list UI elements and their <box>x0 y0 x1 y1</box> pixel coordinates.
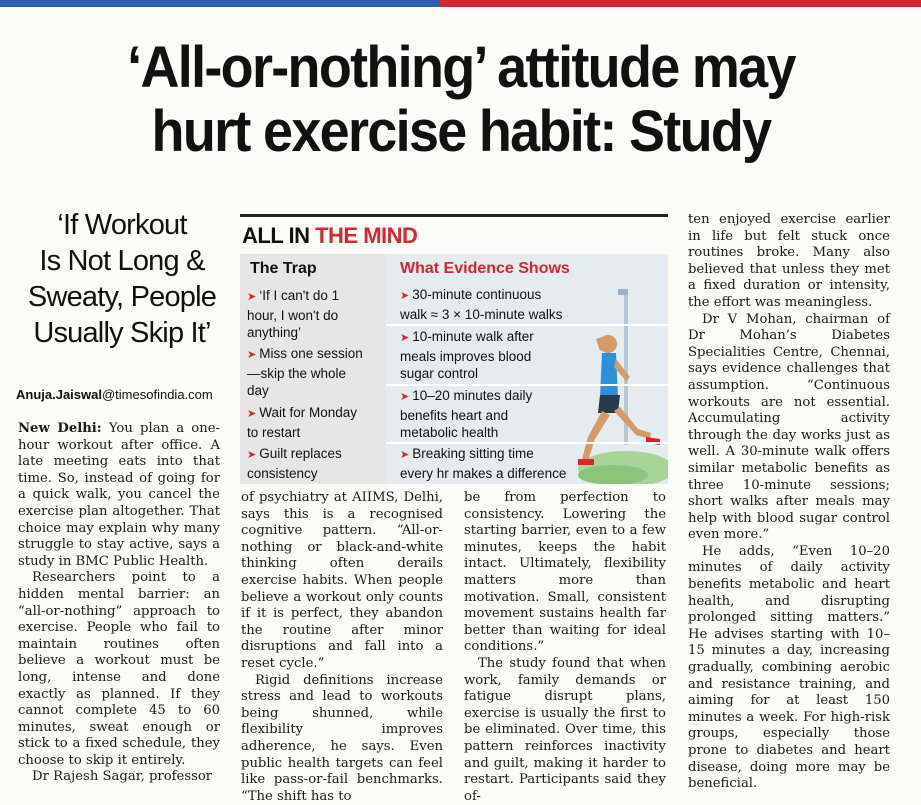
trap-item-line: —skip the whole <box>247 365 347 381</box>
evidence-header: What Evidence Shows <box>400 260 570 277</box>
arrow-right-icon: ➤ <box>400 449 410 461</box>
evidence-item <box>400 445 660 482</box>
infobox-title-highlight: THE MIND <box>315 223 418 248</box>
evidence-item-line: 10-minute walk after <box>412 329 534 344</box>
top-bar-blue <box>0 0 440 7</box>
article-column-3 <box>464 490 666 805</box>
evidence-item-line: 10–20 minutes daily <box>412 388 533 403</box>
dateline: New Delhi: <box>18 421 102 436</box>
evidence-item-line: benefits heart and <box>400 407 509 423</box>
evidence-divider <box>386 324 668 326</box>
trap-item <box>247 345 383 400</box>
author-name: Anuja.Jaiswal <box>16 387 102 402</box>
trap-item-line: Wait for Monday <box>259 405 358 420</box>
article-column-1 <box>18 421 220 786</box>
paragraph: Dr Rajesh Sagar, professor <box>32 769 213 785</box>
evidence-item-line: every hr makes a difference <box>400 465 567 481</box>
paragraph <box>18 421 220 570</box>
evidence-panel <box>386 254 668 484</box>
byline <box>16 387 246 402</box>
evidence-item <box>400 387 600 442</box>
evidence-item-line: sugar control <box>400 366 479 381</box>
infobox-title-plain: ALL IN <box>242 223 316 248</box>
paragraph: ten enjoyed exercise earlier in life but felt stuck once routines broke. Many also believed that unless they met a fixed duration or intensity, the effort was meaningless. <box>688 212 890 310</box>
trap-item-line: consistency <box>247 465 318 481</box>
trap-item-line: Guilt replaces <box>259 446 342 461</box>
pull-quote-line: Usually Skip It’ <box>33 317 211 349</box>
paragraph: of psychiatry at AIIMS, Delhi, says this is a recognised cognitive pattern. “All-or-nothing or black-and-white thinking often derails exercise habits. When people believe a workout only counts if it is perfect, they abandon the routine after minor disruptions and fall into a reset cycle.” <box>241 490 443 671</box>
headline-line-2: hurt exercise habit: Study <box>151 99 771 164</box>
evidence-item <box>400 328 600 383</box>
paragraph: The study found that when work, family demands or fatigue disrupt plans, exercise is usually the first to be eliminated. Over time, this pattern reinforces inactivity and guilt, making it harder to restart. Participants said they of- <box>464 655 666 804</box>
pull-quote <box>16 207 228 351</box>
paragraph: Dr V Mohan, chairman of Dr Mohan’s Diabetes Specialities Centre, Chennai, says evidence challenges that assumption. “Continuous workouts are not essential. Accumulating activity through the day works just as well. A 30-minute walk offers similar metabolic benefits as three 10-minute sessions; short walks after meals may help with blood sugar control even more.” <box>688 311 890 543</box>
paragraph: Researchers point to a hidden mental barrier: an “all-or-nothing” approach to exercise. People who fail to maintain routines often believe a workout must be long, intense and done exactly as planned. If they cannot complete 45 to 60 minutes, sweat enough or stick to a fixed schedule, they choose to skip it entirely. <box>18 570 220 768</box>
evidence-item <box>400 286 660 323</box>
evidence-item-line: Breaking sitting time <box>412 446 534 461</box>
headline-line-1: ‘All-or-nothing’ attitude may <box>127 35 795 100</box>
evidence-item-line: meals improves blood <box>400 348 532 364</box>
trap-item-line: to restart <box>247 424 301 440</box>
headline <box>38 36 884 164</box>
article-column-4 <box>688 212 890 793</box>
evidence-divider <box>386 442 668 444</box>
author-email-domain: @timesofindia.com <box>101 387 213 402</box>
trap-header: The Trap <box>250 260 317 277</box>
top-bar-red <box>440 0 921 7</box>
trap-panel <box>240 254 386 484</box>
trap-item <box>247 287 383 342</box>
top-color-bar <box>0 0 921 7</box>
arrow-right-icon: ➤ <box>247 291 257 303</box>
trap-item <box>247 445 383 482</box>
infobox-title <box>242 223 417 249</box>
arrow-right-icon: ➤ <box>400 391 410 403</box>
arrow-right-icon: ➤ <box>400 290 410 302</box>
trap-item-line: day <box>247 383 269 398</box>
paragraph: be from perfection to consistency. Lowering the starting barrier, even to a few minutes, keeps the habit intact. Ultimately, flexibility matters more than motivation. Small, consistent movement sustains health far better than waiting for ideal conditions.” <box>464 490 666 655</box>
trap-item-line: ‘If I can't do 1 <box>259 288 340 303</box>
trap-item-line: anything’ <box>247 325 302 340</box>
trap-item <box>247 404 383 441</box>
infobox-all-in-the-mind <box>240 214 668 484</box>
paragraph: Rigid definitions increase stress and lead to workouts being shunned, while flexibility improves adherence, he says. Even public health targets can feel like pass-or-fail benchmarks. “The shift has to <box>241 672 443 804</box>
evidence-item-line: 30-minute continuous <box>412 287 542 302</box>
evidence-item-line: metabolic health <box>400 425 499 440</box>
article-column-2 <box>241 490 443 805</box>
arrow-right-icon: ➤ <box>247 449 257 461</box>
infobox-top-rule <box>240 214 668 217</box>
arrow-right-icon: ➤ <box>247 349 257 361</box>
pull-quote-line: Is Not Long & <box>39 245 205 277</box>
evidence-divider <box>386 384 668 386</box>
arrow-right-icon: ➤ <box>247 408 257 420</box>
pull-quote-line: Sweaty, People <box>27 281 217 313</box>
pull-quote-line: ‘If Workout <box>57 209 187 241</box>
arrow-right-icon: ➤ <box>400 332 410 344</box>
trap-item-line: Miss one session <box>259 346 363 361</box>
paragraph-text: You plan a one-hour workout after office. A late meeting eats into that time. So, instead of going for a quick walk, you cancel the exercise plan altogether. That choice may explain why many struggle to stay active, says a study in BMC Public Health. <box>18 421 220 569</box>
evidence-item-line: walk ≈ 3 × 10-minute walks <box>400 306 563 322</box>
paragraph: He adds, “Even 10–20 minutes of daily activity benefits metabolic and heart health, and disrupting prolonged sitting matters.” He advises starting with 10–15 minutes a day, increasing gradually, combining aerobic and resistance training, and aiming for at least 150 minutes a week. For high-risk groups, especially those prone to diabetes and heart disease, doing more may be beneficial. <box>688 543 890 792</box>
trap-item-line: hour, I won't do <box>247 307 339 323</box>
